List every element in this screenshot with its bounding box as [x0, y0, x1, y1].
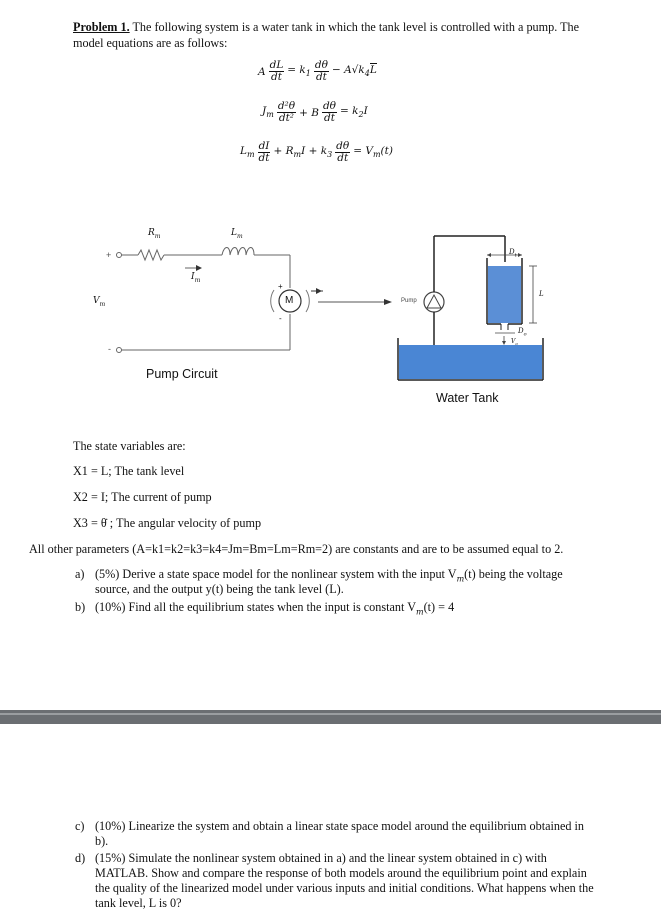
eq1-frac-2: $\frac{d\theta}{dt}$ — [314, 59, 328, 83]
label-vm: $V_m$ — [93, 296, 106, 308]
pump-circuit-caption: Pump Circuit — [146, 367, 218, 381]
motor-label: M — [285, 295, 294, 306]
pump-line — [318, 299, 392, 305]
parameters-text: All other parameters (A=k1=k2=k3=k4=Jm=Bm=Lm=Rm=2) are constants and are to be assumed equal to 2. — [29, 542, 564, 556]
eq2-frac-1: $\frac{\text{d²θ}}{\text{dt²}}$ — [277, 100, 296, 124]
eq3-mid: + $R_mI + k_3$ — [273, 145, 333, 160]
part-c-line1: (10%) Linearize the system and obtain a linear state space model around the equilibrium obtained in — [95, 819, 585, 833]
equation-1 — [258, 60, 377, 83]
system-diagram — [0, 215, 661, 415]
terminal-plus: + — [106, 250, 112, 260]
eq3-coef: $L_m$ — [240, 145, 255, 160]
resistor-rm — [138, 250, 164, 260]
pool — [398, 338, 543, 380]
part-d-label: d) — [75, 851, 86, 865]
equation-3 — [240, 141, 393, 164]
tank-water — [488, 266, 521, 323]
eq3-frac-1: $\frac{dI}{dt}$ — [258, 140, 270, 164]
motor-plus: + — [278, 282, 283, 291]
eq1-tail: − $A√k_4L$ — [331, 64, 377, 79]
problem-heading: Problem 1. — [73, 20, 130, 34]
eq3-frac-2: $\frac{d\theta}{dt}$ — [336, 140, 350, 164]
part-d-line2: MATLAB. Show and compare the response of both models around the equilibrium point and explain — [95, 866, 587, 880]
part-a-line1: (5%) Derive a state space model for the nonlinear system with the input $V_m(t)$ being the voltage — [95, 567, 563, 584]
label-do: $D_o$ — [518, 327, 527, 338]
eq2-rhs: = $k_2I$ — [339, 105, 368, 120]
problem-intro — [73, 20, 579, 35]
water-tank-caption: Water Tank — [436, 391, 499, 405]
part-b-line1: (10%) Find all the equilibrium states when the input is constant $V_m(t) = 4$ — [95, 600, 455, 617]
equation-2 — [262, 101, 368, 124]
label-dt: $D_t$ — [509, 248, 517, 259]
label-im: $I_m$ — [191, 272, 201, 284]
inductor-lm — [222, 248, 254, 256]
page-divider — [0, 710, 661, 724]
eq2-frac-2: $\frac{d\theta}{dt}$ — [322, 100, 336, 124]
label-vo: $V_o$ — [511, 338, 518, 347]
state-vars-intro: The state variables are: — [73, 439, 186, 453]
motor-minus: - — [279, 314, 282, 323]
state-var-x1: X1 = L; The tank level — [73, 464, 185, 478]
label-lm: $L_m$ — [231, 228, 243, 240]
part-d-line1: (15%) Simulate the nonlinear system obtained in a) and the linear system obtained in c) with — [95, 851, 547, 865]
part-c-line2: b). — [95, 834, 109, 848]
part-d-line4: tank level, L is 0? — [95, 896, 182, 910]
eq3-rhs: = $V_m(t)$ — [353, 145, 393, 160]
part-a-line2: source, and the output y(t) being the tank level (L). — [95, 582, 344, 596]
part-d-line3: the quality of the linearized model under various inputs and initial conditions. What happens when the — [95, 881, 594, 895]
eq2-plus-b: + B — [299, 106, 319, 119]
label-l: L — [539, 290, 544, 298]
part-c-label: c) — [75, 819, 85, 833]
eq1-frac-1: $\frac{dL}{dt}$ — [269, 59, 284, 83]
state-var-x2: X2 = I; The current of pump — [73, 490, 212, 504]
pump-label: Pump — [401, 298, 417, 304]
problem-intro-line2: model equations are as follows: — [73, 36, 228, 50]
eq1-coef: A — [258, 65, 266, 78]
terminal-minus: - — [108, 344, 111, 354]
problem-intro-line1: The following system is a water tank in which the tank level is controlled with a pump. The — [129, 20, 580, 34]
eq2-coef: $J_m$ — [262, 105, 274, 120]
tank — [487, 253, 537, 345]
eq1-eq-k: = $k_1$ — [287, 64, 311, 79]
part-b-label: b) — [75, 600, 86, 614]
part-a-label: a) — [75, 567, 85, 581]
state-var-x3: X3 = θ̇ ; The angular velocity of pump — [73, 516, 262, 530]
pump-icon — [424, 292, 444, 312]
label-rm: $R_m$ — [148, 228, 161, 240]
